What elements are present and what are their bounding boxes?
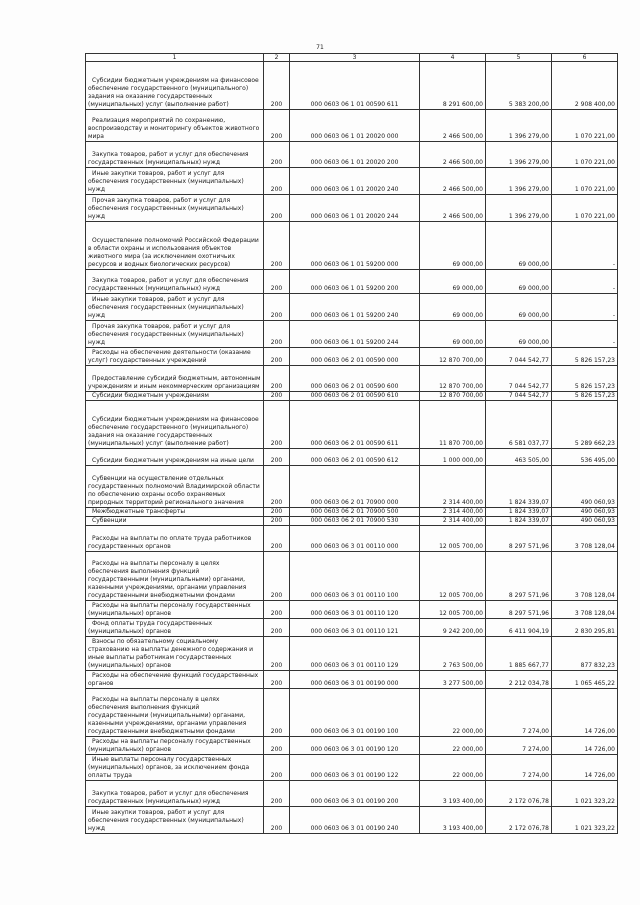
row-unexecuted-amount: - [552,321,618,348]
row-description: Прочая закупка товаров, работ и услуг для обеспечения государственных (муниципальных) нужд [86,195,264,222]
row-approved-amount: 2 466 500,00 [420,168,486,195]
row-unexecuted-amount: 1 070 221,00 [552,110,618,142]
table-header-row [86,54,618,62]
row-description: Иные выплаты персоналу государственных (муниципальных) органов, за исключением фонда оплаты труда [86,755,264,781]
row-executed-amount: 1 885 667,77 [486,637,552,671]
row-approved-amount: 2 466 500,00 [420,142,486,168]
row-executed-amount: 1 824 339,07 [486,517,552,526]
row-unexecuted-amount: 490 060,93 [552,517,618,526]
table-row [86,449,618,466]
row-executed-amount: 7 274,00 [486,689,552,737]
row-description: Реализация мероприятий по сохранению, воспроизводству и мониторингу объектов животного мира [86,110,264,142]
row-executed-amount: 6 411 904,19 [486,619,552,637]
row-description: Расходы на выплаты персоналу в целях обеспечения выполнения функций государственными (муниципальными) органами, казенными учреждениями, органами управления государственными внебюджетными фондами [86,552,264,601]
row-executed-amount: 1 396 279,00 [486,142,552,168]
table-row [86,195,618,222]
row-classification-code: 000 0603 06 3 01 00110 000 [290,526,420,552]
row-indicator-code: 200 [264,619,290,637]
row-approved-amount: 12 870 700,00 [420,392,486,401]
row-approved-amount: 1 000 000,00 [420,449,486,466]
row-description: Иные закупки товаров, работ и услуг для обеспечения государственных (муниципальных) нужд [86,294,264,321]
row-classification-code: 000 0603 06 2 01 00590 000 [290,348,420,366]
row-description: Закупка товаров, работ и услуг для обеспечения государственных (муниципальных) нужд [86,270,264,294]
row-unexecuted-amount: 3 708 128,04 [552,526,618,552]
row-executed-amount: 5 383 200,00 [486,62,552,110]
row-executed-amount: 1 396 279,00 [486,195,552,222]
row-indicator-code: 200 [264,270,290,294]
row-unexecuted-amount: 2 830 295,81 [552,619,618,637]
row-executed-amount: 7 044 542,77 [486,392,552,401]
row-description: Предоставление субсидий бюджетным, автономным учреждениям и иным некоммерческим организациям [86,366,264,392]
table-body [86,62,618,834]
row-classification-code: 000 0603 06 1 01 20020 240 [290,168,420,195]
column-header-2: 2 [264,54,290,62]
row-unexecuted-amount: - [552,270,618,294]
row-unexecuted-amount: 1 021 323,22 [552,781,618,807]
row-classification-code: 000 0603 06 2 01 70900 530 [290,517,420,526]
row-description: Закупка товаров, работ и услуг для обеспечения государственных (муниципальных) нужд [86,781,264,807]
row-description: Межбюджетные трансферты [86,508,264,517]
row-classification-code: 000 0603 06 1 01 20020 200 [290,142,420,168]
row-unexecuted-amount: 1 021 323,22 [552,807,618,834]
row-classification-code: 000 0603 06 2 01 70900 000 [290,466,420,508]
row-unexecuted-amount: 1 070 221,00 [552,168,618,195]
row-executed-amount: 6 581 037,77 [486,401,552,449]
table-row [86,526,618,552]
row-description: Расходы на обеспечение деятельности (оказание услуг) государственных учреждений [86,348,264,366]
row-classification-code: 000 0603 06 1 01 20020 244 [290,195,420,222]
row-indicator-code: 200 [264,508,290,517]
row-classification-code: 000 0603 06 1 01 59200 200 [290,270,420,294]
row-unexecuted-amount: 1 065 465,22 [552,671,618,689]
row-indicator-code: 200 [264,449,290,466]
row-description: Субсидии бюджетным учреждениям на финансовое обеспечение государственного (муниципального) задания на оказание государственных (муниципальных) услуг (выполнение работ) [86,62,264,110]
table-row [86,392,618,401]
column-header-3: 3 [290,54,420,62]
row-unexecuted-amount: 5 289 662,23 [552,401,618,449]
table-row [86,671,618,689]
row-unexecuted-amount: 14 726,00 [552,689,618,737]
row-classification-code: 000 0603 06 3 01 00190 200 [290,781,420,807]
row-indicator-code: 200 [264,552,290,601]
row-approved-amount: 11 870 700,00 [420,401,486,449]
row-description: Субвенции на осуществление отдельных государственных полномочий Владимирской области по обеспечению охраны особо охраняемых природных территорий регионального значения [86,466,264,508]
row-approved-amount: 22 000,00 [420,755,486,781]
column-header-6: 6 [552,54,618,62]
row-indicator-code: 200 [264,392,290,401]
row-classification-code: 000 0603 06 3 01 00110 129 [290,637,420,671]
row-classification-code: 000 0603 06 3 01 00190 000 [290,671,420,689]
row-indicator-code: 200 [264,601,290,619]
row-unexecuted-amount: 877 832,23 [552,637,618,671]
row-description: Субсидии бюджетным учреждениям [86,392,264,401]
row-unexecuted-amount: 14 726,00 [552,737,618,755]
row-classification-code: 000 0603 06 3 01 00110 120 [290,601,420,619]
row-executed-amount: 7 274,00 [486,755,552,781]
row-classification-code: 000 0603 06 3 01 00190 100 [290,689,420,737]
row-classification-code: 000 0603 06 2 01 00590 612 [290,449,420,466]
row-indicator-code: 200 [264,321,290,348]
table-row [86,807,618,834]
row-approved-amount: 12 005 700,00 [420,552,486,601]
row-executed-amount: 69 000,00 [486,294,552,321]
table-row [86,321,618,348]
row-indicator-code: 200 [264,517,290,526]
row-indicator-code: 200 [264,348,290,366]
row-classification-code: 000 0603 06 3 01 00110 100 [290,552,420,601]
row-approved-amount: 22 000,00 [420,737,486,755]
row-classification-code: 000 0603 06 2 01 00590 600 [290,366,420,392]
row-approved-amount: 69 000,00 [420,294,486,321]
table-row [86,110,618,142]
row-approved-amount: 12 005 700,00 [420,526,486,552]
row-classification-code: 000 0603 06 2 01 00590 611 [290,401,420,449]
row-executed-amount: 69 000,00 [486,321,552,348]
row-approved-amount: 2 763 500,00 [420,637,486,671]
row-classification-code: 000 0603 06 3 01 00110 121 [290,619,420,637]
row-classification-code: 000 0603 06 1 01 59200 240 [290,294,420,321]
row-executed-amount: 8 297 571,96 [486,552,552,601]
table-row [86,601,618,619]
row-indicator-code: 200 [264,466,290,508]
row-approved-amount: 8 291 600,00 [420,62,486,110]
row-executed-amount: 1 824 339,07 [486,466,552,508]
table-row [86,737,618,755]
table-row [86,270,618,294]
row-approved-amount: 22 000,00 [420,689,486,737]
row-approved-amount: 12 870 700,00 [420,366,486,392]
row-unexecuted-amount: 2 908 400,00 [552,62,618,110]
row-indicator-code: 200 [264,195,290,222]
row-indicator-code: 200 [264,366,290,392]
row-unexecuted-amount: - [552,294,618,321]
row-description: Иные закупки товаров, работ и услуг для обеспечения государственных (муниципальных) нужд [86,807,264,834]
row-indicator-code: 200 [264,62,290,110]
table-row [86,689,618,737]
table-row [86,552,618,601]
table-row [86,366,618,392]
row-executed-amount: 1 396 279,00 [486,110,552,142]
row-description: Расходы на выплаты персоналу государственных (муниципальных) органов [86,601,264,619]
row-approved-amount: 3 193 400,00 [420,807,486,834]
row-indicator-code: 200 [264,671,290,689]
row-approved-amount: 2 314 400,00 [420,508,486,517]
row-indicator-code: 200 [264,168,290,195]
row-description: Расходы на выплаты персоналу в целях обеспечения выполнения функций государственными (муниципальными) органами, казенными учреждениями, органами управления государственными внебюджетными фондами [86,689,264,737]
row-classification-code: 000 0603 06 1 01 00590 611 [290,62,420,110]
table-row [86,637,618,671]
row-approved-amount: 3 277 500,00 [420,671,486,689]
table-row [86,222,618,270]
table-row [86,517,618,526]
row-executed-amount: 69 000,00 [486,270,552,294]
row-indicator-code: 200 [264,807,290,834]
row-executed-amount: 2 212 034,78 [486,671,552,689]
row-executed-amount: 1 824 339,07 [486,508,552,517]
table-row [86,62,618,110]
row-indicator-code: 200 [264,526,290,552]
row-unexecuted-amount: 3 708 128,04 [552,552,618,601]
table-row [86,755,618,781]
row-executed-amount: 2 172 076,78 [486,807,552,834]
row-description: Фонд оплаты труда государственных (муниципальных) органов [86,619,264,637]
row-indicator-code: 200 [264,294,290,321]
row-classification-code: 000 0603 06 1 01 59200 000 [290,222,420,270]
row-indicator-code: 200 [264,755,290,781]
row-unexecuted-amount: 536 495,00 [552,449,618,466]
row-indicator-code: 200 [264,110,290,142]
table-row [86,294,618,321]
row-unexecuted-amount: 5 826 157,23 [552,392,618,401]
row-description: Расходы на выплаты персоналу государственных (муниципальных) органов [86,737,264,755]
table-row [86,142,618,168]
row-description: Расходы на обеспечение функций государственных органов [86,671,264,689]
budget-execution-table [85,53,618,834]
column-header-1: 1 [86,54,264,62]
row-approved-amount: 9 242 200,00 [420,619,486,637]
page-number: 71 [316,44,324,51]
row-executed-amount: 463 505,00 [486,449,552,466]
row-description: Закупка товаров, работ и услуг для обеспечения государственных (муниципальных) нужд [86,142,264,168]
row-indicator-code: 200 [264,401,290,449]
row-indicator-code: 200 [264,142,290,168]
row-approved-amount: 69 000,00 [420,321,486,348]
row-approved-amount: 12 870 700,00 [420,348,486,366]
row-executed-amount: 8 297 571,96 [486,526,552,552]
row-classification-code: 000 0603 06 3 01 00190 122 [290,755,420,781]
row-description: Взносы по обязательному социальному страхованию на выплаты денежного содержания и иные выплаты работникам государственных (муниципальных) органов [86,637,264,671]
row-description: Иные закупки товаров, работ и услуг для обеспечения государственных (муниципальных) нужд [86,168,264,195]
table-row [86,508,618,517]
row-executed-amount: 69 000,00 [486,222,552,270]
row-unexecuted-amount: 1 070 221,00 [552,195,618,222]
row-description: Субсидии бюджетным учреждениям на финансовое обеспечение государственного (муниципального) задания на оказание государственных (муниципальных) услуг (выполнение работ) [86,401,264,449]
table-row [86,619,618,637]
table-row [86,466,618,508]
row-approved-amount: 2 314 400,00 [420,466,486,508]
row-indicator-code: 200 [264,222,290,270]
row-unexecuted-amount: 490 060,93 [552,466,618,508]
row-description: Субсидии бюджетным учреждениям на иные цели [86,449,264,466]
row-description: Осуществление полномочий Российской Федерации в области охраны и использования объектов животного мира (за исключением охотничьих ресурсов и водных биологических ресурсов) [86,222,264,270]
row-approved-amount: 12 005 700,00 [420,601,486,619]
table-row [86,348,618,366]
row-classification-code: 000 0603 06 2 01 00590 610 [290,392,420,401]
row-executed-amount: 2 172 076,78 [486,781,552,807]
row-description: Прочая закупка товаров, работ и услуг для обеспечения государственных (муниципальных) нужд [86,321,264,348]
row-classification-code: 000 0603 06 2 01 70900 500 [290,508,420,517]
row-unexecuted-amount: - [552,222,618,270]
row-executed-amount: 1 396 279,00 [486,168,552,195]
column-header-4: 4 [420,54,486,62]
table-row [86,168,618,195]
row-approved-amount: 2 466 500,00 [420,195,486,222]
row-approved-amount: 2 314 400,00 [420,517,486,526]
row-unexecuted-amount: 1 070 221,00 [552,142,618,168]
row-executed-amount: 7 274,00 [486,737,552,755]
row-executed-amount: 7 044 542,77 [486,348,552,366]
row-indicator-code: 200 [264,689,290,737]
table-row [86,781,618,807]
row-indicator-code: 200 [264,737,290,755]
row-description: Субвенции [86,517,264,526]
row-approved-amount: 69 000,00 [420,222,486,270]
row-approved-amount: 69 000,00 [420,270,486,294]
row-classification-code: 000 0603 06 1 01 59200 244 [290,321,420,348]
row-indicator-code: 200 [264,781,290,807]
row-unexecuted-amount: 14 726,00 [552,755,618,781]
row-approved-amount: 3 193 400,00 [420,781,486,807]
row-unexecuted-amount: 3 708 128,04 [552,601,618,619]
row-classification-code: 000 0603 06 1 01 20020 000 [290,110,420,142]
row-description: Расходы на выплаты по оплате труда работников государственных органов [86,526,264,552]
row-classification-code: 000 0603 06 3 01 00190 120 [290,737,420,755]
column-header-5: 5 [486,54,552,62]
row-executed-amount: 8 297 571,96 [486,601,552,619]
row-executed-amount: 7 044 542,77 [486,366,552,392]
row-indicator-code: 200 [264,637,290,671]
row-classification-code: 000 0603 06 3 01 00190 240 [290,807,420,834]
row-unexecuted-amount: 490 060,93 [552,508,618,517]
row-unexecuted-amount: 5 826 157,23 [552,366,618,392]
table-row [86,401,618,449]
row-unexecuted-amount: 5 826 157,23 [552,348,618,366]
row-approved-amount: 2 466 500,00 [420,110,486,142]
